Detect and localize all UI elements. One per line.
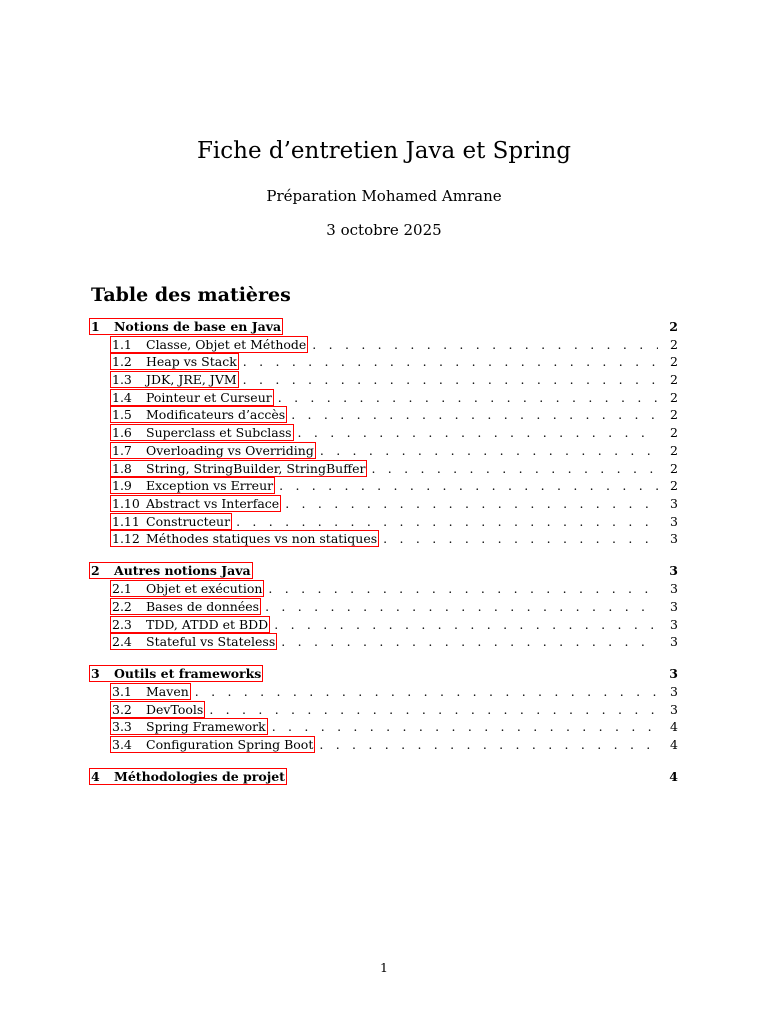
- toc-subsection-label: Bases de données: [146, 598, 260, 614]
- toc-subsection-page: 3: [670, 634, 678, 650]
- toc-section-row: [91, 562, 678, 580]
- toc-subsection-page: 3: [670, 513, 678, 529]
- toc-subsection-label: Heap vs Stack: [146, 354, 237, 370]
- toc-subsection-link[interactable]: [110, 460, 367, 477]
- toc-subsection-row: [91, 580, 678, 598]
- toc-subsection-row: [91, 530, 678, 548]
- toc-leader: [298, 424, 658, 442]
- toc-subsection-page: 3: [670, 684, 678, 700]
- toc-subsection-label: Configuration Spring Boot: [146, 737, 314, 753]
- toc-subsection-number: 2.4: [112, 634, 132, 650]
- toc-subsection-number: 2.3: [112, 616, 132, 632]
- toc-subsection-row: [91, 442, 678, 460]
- toc-subsection-label: Classe, Objet et Méthode: [146, 336, 307, 352]
- toc-leader: [285, 495, 658, 513]
- toc-section-number: 3: [91, 666, 100, 682]
- table-of-contents: [91, 318, 678, 786]
- toc-subsection-page: 2: [670, 425, 678, 441]
- toc-subsection-label: String, StringBuilder, StringBuffer: [146, 460, 366, 476]
- toc-subsection-page: 4: [670, 737, 678, 753]
- toc-subsection-page: 2: [670, 442, 678, 458]
- toc-subsection-label: Maven: [146, 684, 189, 700]
- toc-subsection-link[interactable]: [110, 633, 277, 650]
- toc-subsection-row: [91, 371, 678, 389]
- toc-subsection-link[interactable]: [110, 616, 270, 633]
- toc-section-number: 2: [91, 563, 100, 579]
- toc-subsection-label: Objet et exécution: [146, 581, 263, 597]
- toc-subsection-page: 3: [670, 495, 678, 511]
- toc-subsection-page: 3: [670, 701, 678, 717]
- toc-leader: [319, 736, 658, 754]
- toc-subsection-label: Spring Framework: [146, 719, 266, 735]
- toc-subsection-label: TDD, ATDD et BDD: [146, 616, 269, 632]
- toc-subsection-number: 3.4: [112, 737, 132, 753]
- toc-subsection-row: [91, 683, 678, 701]
- toc-subsection-link[interactable]: [110, 736, 315, 753]
- toc-subsection-link[interactable]: [110, 580, 264, 597]
- toc-section-number: 4: [91, 769, 100, 785]
- toc-subsection-label: Exception vs Erreur: [146, 478, 274, 494]
- toc-section-page: 3: [669, 666, 678, 682]
- toc-subsection-row: [91, 633, 678, 651]
- toc-subsection-number: 3.1: [112, 684, 132, 700]
- toc-subsection-number: 3.2: [112, 701, 132, 717]
- toc-subsection-link[interactable]: [110, 495, 281, 512]
- toc-subsection-page: 3: [670, 616, 678, 632]
- toc-subsection-page: 2: [670, 389, 678, 405]
- toc-leader: [195, 683, 658, 701]
- toc-section-page: 2: [669, 319, 678, 334]
- toc-subsection-link[interactable]: [110, 530, 379, 547]
- toc-subsection-label: Overloading vs Overriding: [146, 442, 314, 458]
- toc-leader: [209, 701, 658, 719]
- toc-subsection-row: [91, 336, 678, 354]
- toc-subsection-link[interactable]: [110, 683, 191, 700]
- toc-section-row: [91, 665, 678, 683]
- toc-leader: [243, 353, 658, 371]
- toc-section-page: 3: [669, 563, 678, 579]
- toc-subsection-number: 1.4: [112, 389, 132, 405]
- toc-section-link[interactable]: [89, 562, 253, 579]
- toc-section-row: [91, 768, 678, 786]
- toc-subsection-row: [91, 598, 678, 616]
- toc-subsection-label: Superclass et Subclass: [146, 425, 292, 441]
- toc-subsection-page: 2: [670, 478, 678, 494]
- toc-subsection-row: [91, 460, 678, 478]
- toc-leader: [291, 406, 658, 424]
- toc-heading: Table des matières: [91, 284, 291, 306]
- toc-subsection-row: [91, 389, 678, 407]
- toc-subsection-number: 1.6: [112, 425, 132, 441]
- toc-leader: [320, 442, 658, 460]
- toc-subsection-row: [91, 477, 678, 495]
- toc-subsection-number: 1.8: [112, 460, 132, 476]
- toc-subsection-row: [91, 718, 678, 736]
- toc-section-link[interactable]: [89, 665, 263, 682]
- toc-subsection-number: 1.9: [112, 478, 132, 494]
- document-author: Préparation Mohamed Amrane: [266, 187, 502, 205]
- toc-leader: [278, 389, 658, 407]
- toc-subsection-row: [91, 701, 678, 719]
- toc-leader: [272, 718, 658, 736]
- toc-subsection-label: DevTools: [146, 701, 204, 717]
- toc-subsection-link[interactable]: [110, 353, 239, 370]
- toc-subsection-number: 1.2: [112, 354, 132, 370]
- toc-section-link[interactable]: [89, 318, 283, 335]
- toc-subsection-number: 1.5: [112, 407, 132, 423]
- toc-subsection-label: Pointeur et Curseur: [146, 389, 272, 405]
- toc-subsection-label: Modificateurs d’accès: [146, 407, 286, 423]
- document-title: Fiche d’entretien Java et Spring: [196, 138, 572, 164]
- toc-subsection-number: 1.11: [112, 513, 140, 529]
- toc-section-label: Méthodologies de projet: [114, 769, 285, 785]
- toc-leader: [265, 598, 658, 616]
- toc-subsection-label: Abstract vs Interface: [146, 495, 280, 511]
- toc-leader: [236, 513, 658, 531]
- toc-subsection-label: Méthodes statiques vs non statiques: [146, 531, 378, 547]
- toc-subsection-link[interactable]: [110, 406, 287, 423]
- toc-subsection-link[interactable]: [110, 513, 232, 530]
- toc-subsection-number: 2.2: [112, 598, 132, 614]
- toc-leader: [371, 460, 658, 478]
- toc-subsection-row: [91, 513, 678, 531]
- toc-subsection-link[interactable]: [110, 336, 308, 353]
- toc-section-label: Outils et frameworks: [114, 666, 262, 682]
- toc-subsection-row: [91, 353, 678, 371]
- toc-subsection-number: 3.3: [112, 719, 132, 735]
- page-number: 1: [380, 960, 388, 975]
- toc-subsection-page: 2: [670, 354, 678, 370]
- toc-subsection-number: 1.7: [112, 442, 132, 458]
- toc-subsection-page: 3: [670, 581, 678, 597]
- toc-subsection-link[interactable]: [110, 442, 316, 459]
- toc-subsection-number: 1.12: [112, 531, 140, 547]
- toc-subsection-row: [91, 424, 678, 442]
- toc-subsection-row: [91, 495, 678, 513]
- toc-subsection-row: [91, 406, 678, 424]
- toc-section-page: 4: [669, 769, 678, 785]
- toc-subsection-label: JDK, JRE, JVM: [146, 372, 237, 388]
- toc-subsection-page: 4: [670, 719, 678, 735]
- toc-subsection-page: 2: [670, 407, 678, 423]
- toc-subsection-number: 2.1: [112, 581, 132, 597]
- toc-subsection-link[interactable]: [110, 424, 294, 441]
- toc-leader: [243, 371, 658, 389]
- toc-subsection-page: 2: [670, 336, 678, 352]
- toc-subsection-link[interactable]: [110, 598, 261, 615]
- toc-subsection-number: 1.10: [112, 495, 140, 511]
- toc-subsection-row: [91, 616, 678, 634]
- toc-subsection-page: 2: [670, 372, 678, 388]
- toc-leader: [312, 336, 658, 354]
- toc-leader: [268, 580, 658, 598]
- toc-section-label: Autres notions Java: [114, 563, 251, 579]
- toc-subsection-page: 3: [670, 598, 678, 614]
- toc-section-row: [91, 318, 678, 336]
- toc-subsection-label: Stateful vs Stateless: [146, 634, 276, 650]
- toc-section-label: Notions de base en Java: [114, 319, 282, 334]
- toc-subsection-page: 2: [670, 460, 678, 476]
- toc-subsection-number: 1.3: [112, 372, 132, 388]
- toc-subsection-label: Constructeur: [146, 513, 231, 529]
- toc-leader: [279, 477, 658, 495]
- toc-leader: [281, 633, 658, 651]
- toc-leader: [383, 530, 658, 548]
- toc-subsection-link[interactable]: [110, 718, 268, 735]
- toc-subsection-link[interactable]: [110, 389, 274, 406]
- toc-subsection-row: [91, 736, 678, 754]
- toc-subsection-link[interactable]: [110, 371, 239, 388]
- toc-leader: [274, 616, 658, 634]
- toc-subsection-page: 3: [670, 531, 678, 547]
- document-date: 3 octobre 2025: [326, 221, 442, 239]
- toc-subsection-link[interactable]: [110, 701, 205, 718]
- toc-subsection-number: 1.1: [112, 336, 132, 352]
- toc-section-number: 1: [91, 319, 100, 334]
- toc-subsection-link[interactable]: [110, 477, 275, 494]
- toc-section-link[interactable]: [89, 768, 287, 785]
